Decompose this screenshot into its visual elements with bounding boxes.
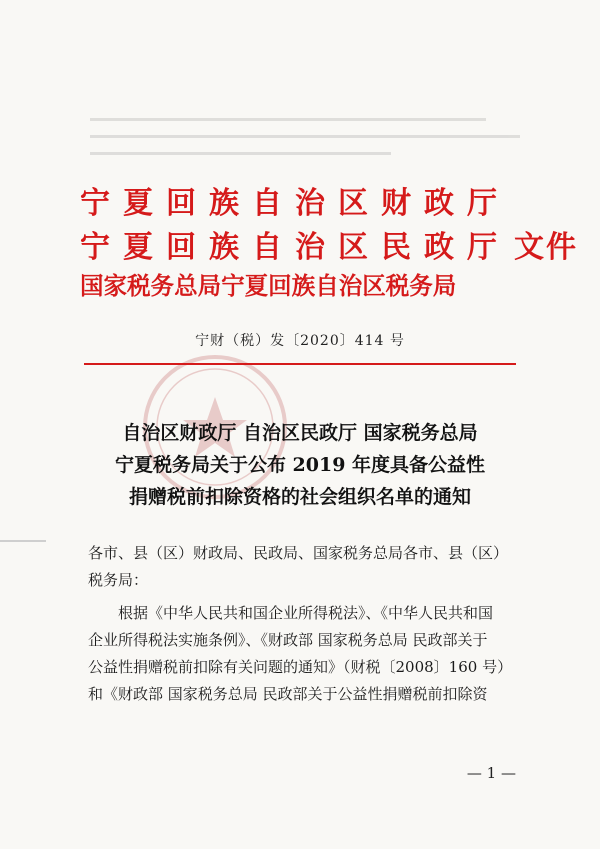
body-line-4: 和《财政部 国家税务总局 民政部关于公益性捐赠税前扣除资 xyxy=(88,685,488,703)
body-line-2: 企业所得税法实施条例》、《财政部 国家税务总局 民政部关于 xyxy=(88,631,488,649)
page-number: — 1 — xyxy=(466,764,516,782)
salutation-line-2: 税务局： xyxy=(88,571,149,589)
issuer-line-finance-dept: 宁夏回族自治区财政厅 xyxy=(80,186,510,221)
notice-title xyxy=(0,417,600,513)
bleed-through-text xyxy=(90,118,520,178)
title-line-2: 宁夏税务局关于公布 2019 年度具备公益性 xyxy=(114,454,486,476)
document-label: 文件 xyxy=(514,230,578,265)
body-paragraph xyxy=(88,600,528,708)
body-line-1: 根据《中华人民共和国企业所得税法》、《中华人民共和国 xyxy=(118,604,494,622)
document-number: 宁财（税）发〔2020〕414 号 xyxy=(195,333,405,349)
title-line-3: 捐赠税前扣除资格的社会组织名单的通知 xyxy=(128,486,471,508)
salutation-line-1: 各市、县（区）财政局、民政局、国家税务总局各市、县（区） xyxy=(88,544,509,562)
salutation xyxy=(88,540,528,594)
red-divider xyxy=(84,363,516,365)
issuer-line-civil-affairs-text: 宁夏回族自治区民政厅 xyxy=(80,230,510,265)
body-line-3: 公益性捐赠税前扣除有关问题的通知》（财税〔2008〕160 号） xyxy=(88,658,513,676)
issuer-line-civil-affairs-dept xyxy=(80,222,578,266)
margin-mark xyxy=(0,540,46,542)
issuer-line-tax-bureau: 国家税务总局宁夏回族自治区税务局 xyxy=(80,271,457,300)
title-line-1: 自治区财政厅 自治区民政厅 国家税务总局 xyxy=(122,422,478,444)
